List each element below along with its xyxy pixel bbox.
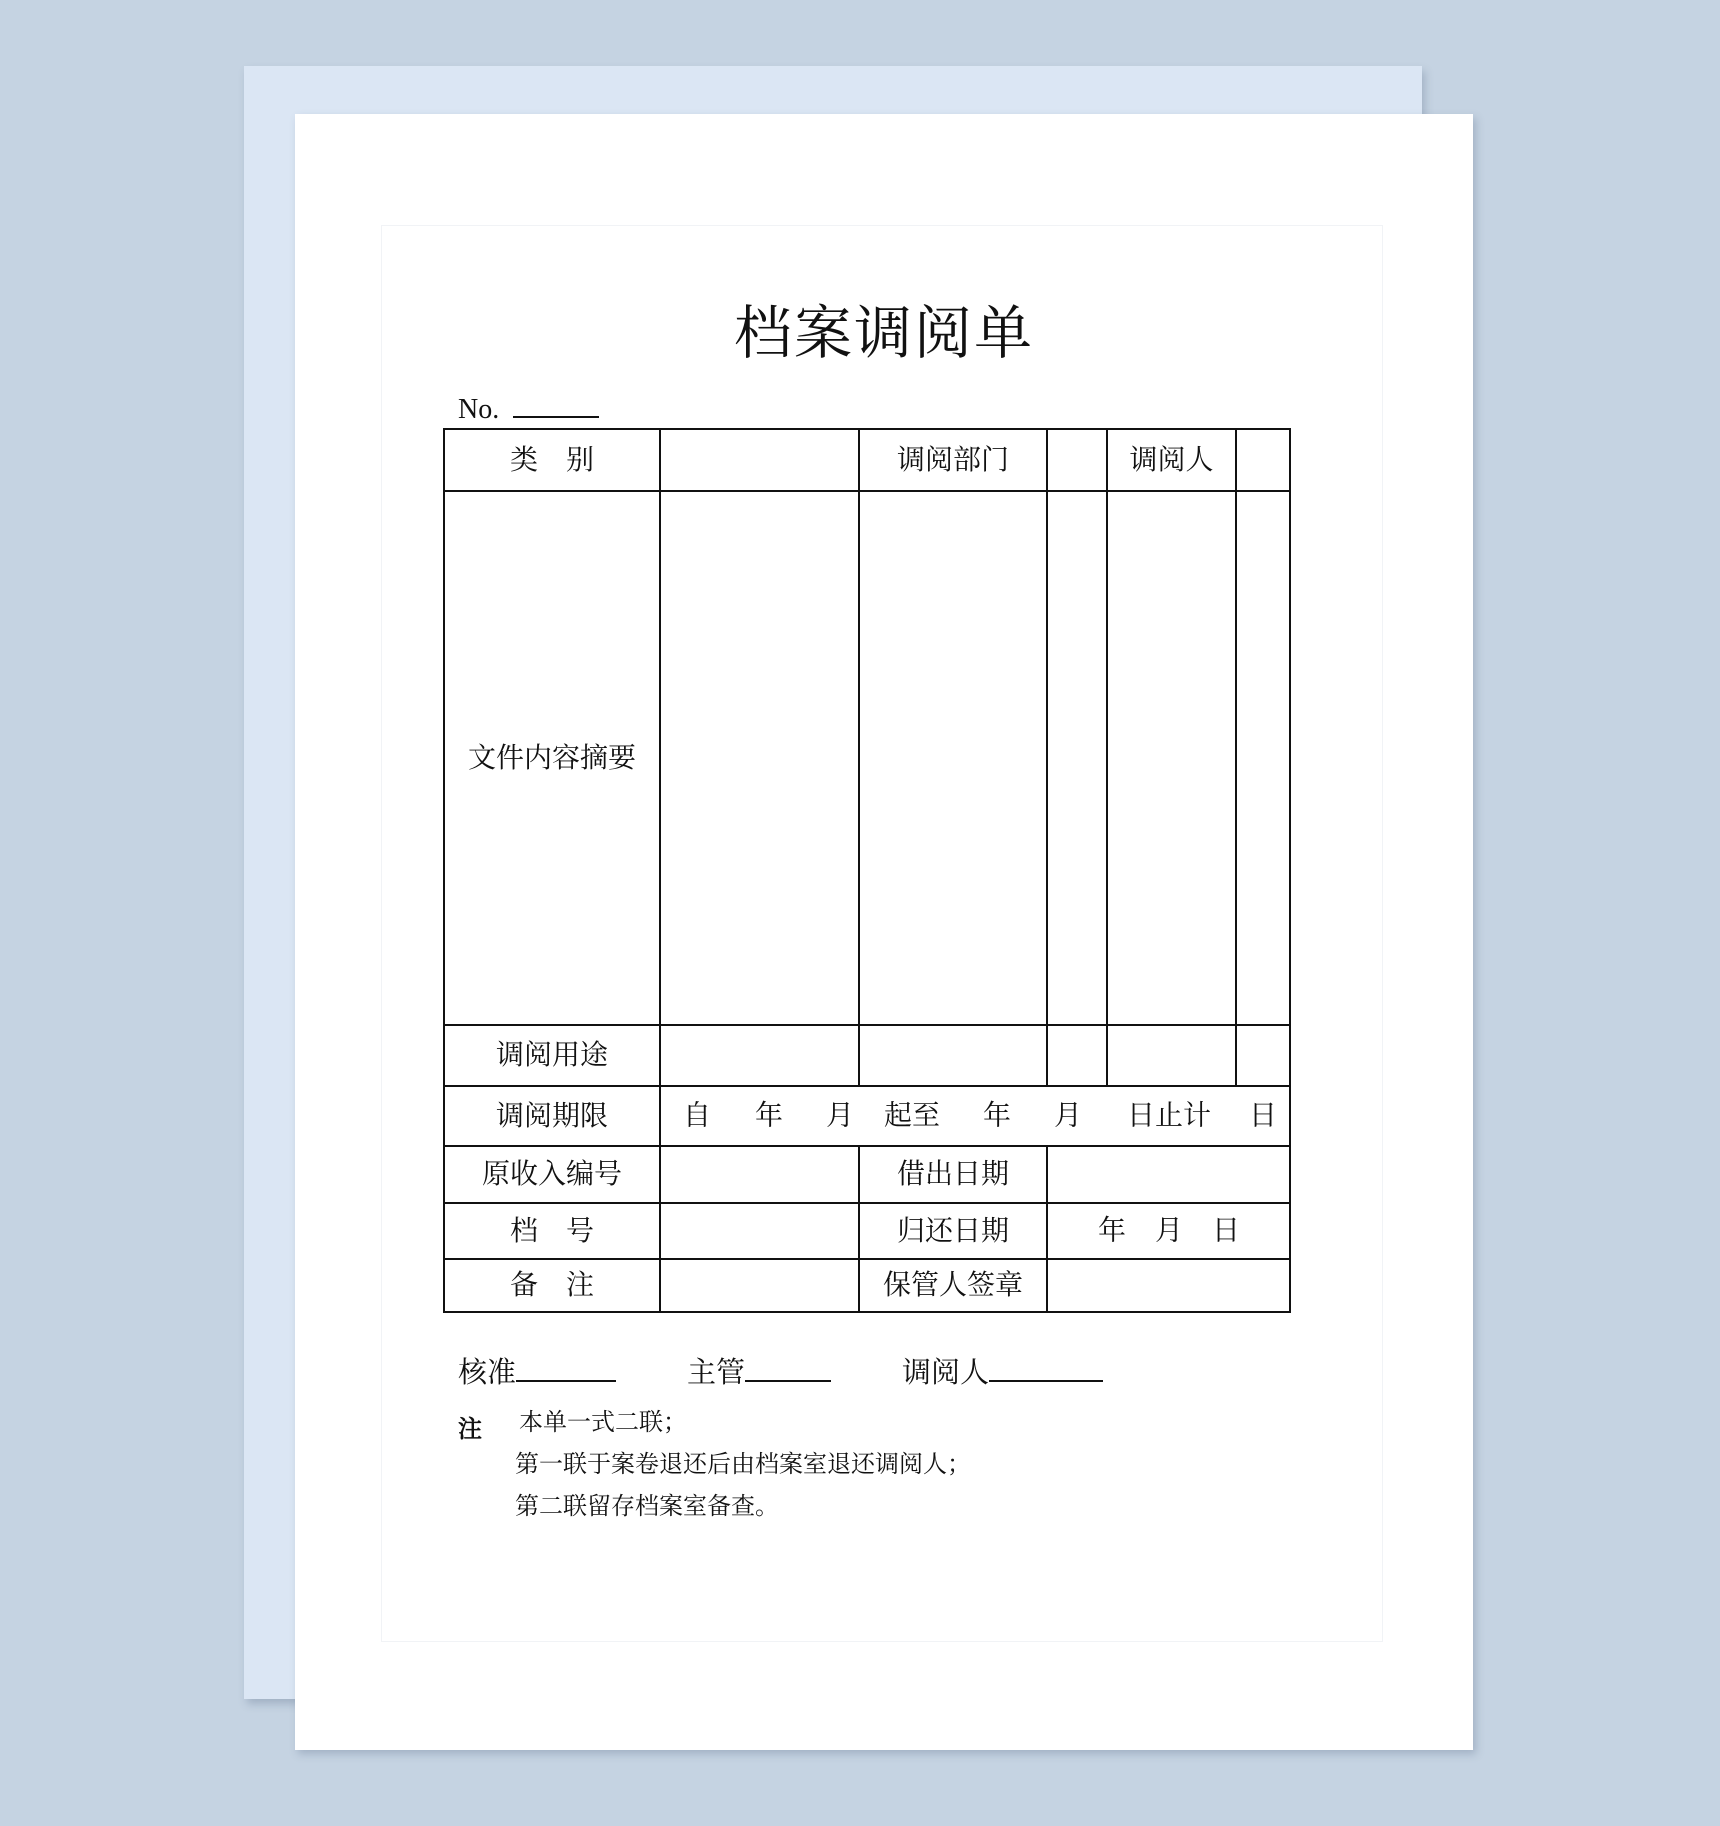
file-number-field[interactable] — [660, 1203, 859, 1259]
supervisor-signature — [687, 1354, 831, 1387]
original-number-field[interactable] — [660, 1146, 859, 1203]
custodian-field[interactable] — [1047, 1259, 1290, 1312]
department-label: 调阅部门 — [859, 429, 1047, 491]
remarks-field[interactable] — [660, 1259, 859, 1312]
reader-blank[interactable] — [989, 1354, 1103, 1382]
supervisor-label: 主管 — [687, 1355, 746, 1389]
period-end-total: 日止计 — [1127, 1098, 1212, 1132]
reader-signature — [902, 1354, 1103, 1387]
document-number-label: No. — [458, 394, 500, 425]
summary-field-2[interactable] — [859, 491, 1047, 1025]
reader-signature-label: 调阅人 — [902, 1355, 990, 1389]
note-line-3: 第二联留存档案室备查。 — [515, 1492, 779, 1520]
category-field[interactable] — [660, 429, 859, 491]
summary-field-3[interactable] — [1047, 491, 1107, 1025]
period-label: 调阅期限 — [444, 1086, 660, 1146]
original-number-label: 原收入编号 — [444, 1146, 660, 1203]
purpose-label: 调阅用途 — [444, 1025, 660, 1086]
period-field[interactable] — [660, 1086, 1290, 1146]
reader-field[interactable] — [1236, 429, 1290, 491]
summary-field-4[interactable] — [1107, 491, 1236, 1025]
period-year-2: 年 — [983, 1098, 1012, 1132]
return-year: 年 — [1098, 1213, 1127, 1247]
approve-blank[interactable] — [516, 1354, 616, 1382]
summary-label: 文件内容摘要 — [444, 491, 660, 1025]
category-label: 类 别 — [444, 429, 660, 491]
period-from: 自 — [683, 1098, 712, 1132]
return-date-field[interactable] — [1047, 1203, 1290, 1259]
approve-label: 核准 — [458, 1355, 517, 1389]
document-page — [295, 114, 1473, 1750]
form-row-original-number — [444, 1146, 1290, 1203]
form-row-period — [444, 1086, 1290, 1146]
form-row-file-number — [444, 1203, 1290, 1259]
period-start: 起至 — [884, 1098, 941, 1132]
custodian-label: 保管人签章 — [859, 1259, 1047, 1312]
file-number-label: 档 号 — [444, 1203, 660, 1259]
department-field[interactable] — [1047, 429, 1107, 491]
summary-field-5[interactable] — [1236, 491, 1290, 1025]
summary-field-1[interactable] — [660, 491, 859, 1025]
document-number-blank[interactable] — [513, 392, 599, 418]
return-month: 月 — [1155, 1213, 1184, 1247]
notes-label: 注 — [458, 1414, 482, 1443]
form-row-purpose — [444, 1025, 1290, 1086]
period-day: 日 — [1249, 1098, 1278, 1132]
purpose-field-3[interactable] — [1047, 1025, 1107, 1086]
purpose-field-4[interactable] — [1107, 1025, 1236, 1086]
remarks-label: 备 注 — [444, 1259, 660, 1312]
supervisor-blank[interactable] — [745, 1354, 831, 1382]
archive-access-form — [443, 428, 1291, 1313]
document-title: 档案调阅单 — [733, 299, 1034, 367]
form-row-remarks — [444, 1259, 1290, 1312]
note-line-1: 本单一式二联； — [519, 1408, 687, 1436]
form-row-summary — [444, 491, 1290, 1025]
borrow-date-label: 借出日期 — [859, 1146, 1047, 1203]
purpose-field-5[interactable] — [1236, 1025, 1290, 1086]
purpose-field-2[interactable] — [859, 1025, 1047, 1086]
period-month-1: 月 — [826, 1098, 855, 1132]
purpose-field-1[interactable] — [660, 1025, 859, 1086]
return-day: 日 — [1212, 1213, 1241, 1247]
document-number — [458, 392, 599, 424]
note-line-2: 第一联于案卷退还后由档案室退还调阅人； — [515, 1450, 971, 1478]
return-date-label: 归还日期 — [859, 1203, 1047, 1259]
reader-label: 调阅人 — [1107, 429, 1236, 491]
period-month-2: 月 — [1054, 1098, 1083, 1132]
form-row-category — [444, 429, 1290, 491]
approve-signature — [458, 1354, 616, 1387]
period-year-1: 年 — [755, 1098, 784, 1132]
borrow-date-field[interactable] — [1047, 1146, 1290, 1203]
